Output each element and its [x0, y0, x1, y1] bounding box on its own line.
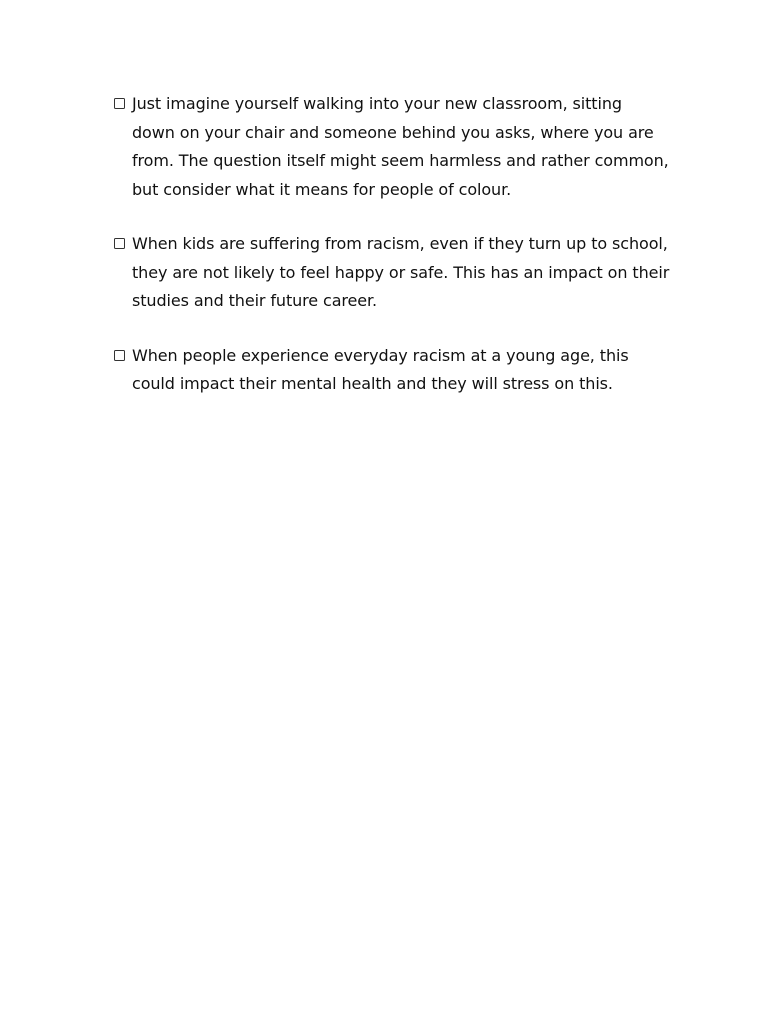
checkbox-unchecked-icon[interactable] [114, 350, 125, 361]
checklist-item [114, 90, 684, 204]
checkbox-unchecked-icon[interactable] [114, 238, 125, 249]
checkbox-unchecked-icon[interactable] [114, 98, 125, 109]
checklist-item-text: When people experience everyday racism at a young age, this could impact their mental health and they will stress on this. [132, 345, 629, 393]
checklist-item-text: Just imagine yourself walking into your new classroom, sitting down on your chair and someone behind you asks, where you are from. The question itself might seem harmless and rather common, but consider what it means for people of colour. [132, 94, 669, 199]
checklist-item-text: When kids are suffering from racism, even if they turn up to school, they are not likely to feel happy or safe. This has an impact on their studies and their future career. [132, 234, 670, 310]
checklist-item [114, 342, 684, 399]
checklist-item [114, 230, 684, 316]
checklist-document [114, 90, 684, 425]
